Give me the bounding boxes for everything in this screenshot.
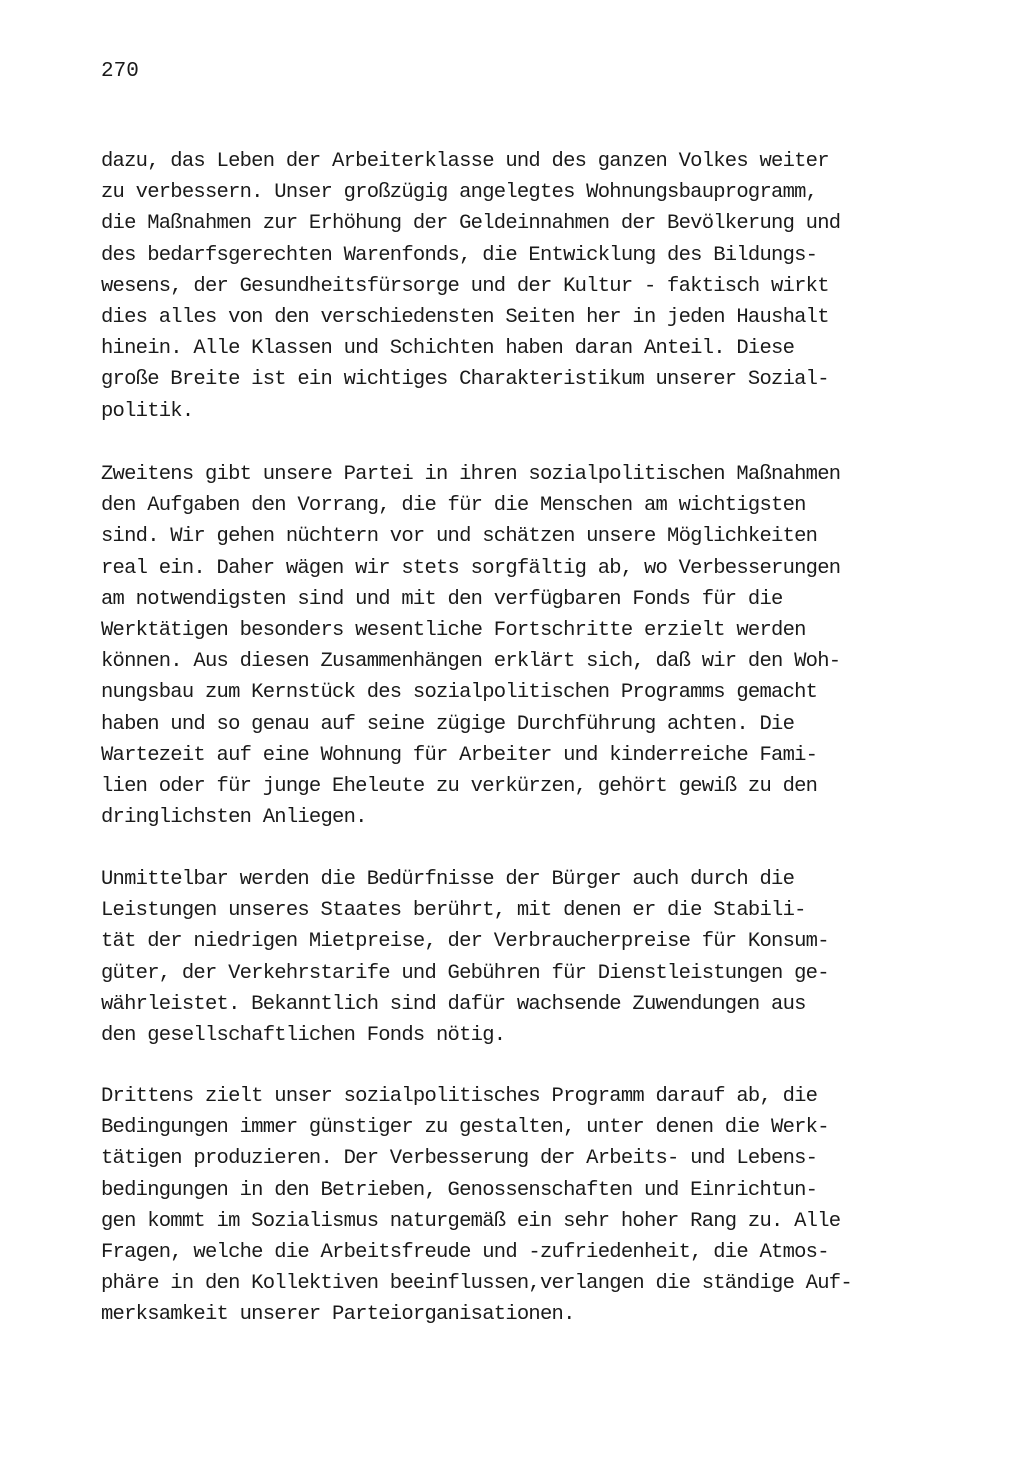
text-line: Unmittelbar werden die Bedürfnisse der Bürger auch durch die xyxy=(101,868,795,891)
text-line: real ein. Daher wägen wir stets sorgfältig ab, wo Verbesserungen xyxy=(101,556,841,580)
text-line: Wartezeit auf eine Wohnung für Arbeiter und kinderreiche Fami- xyxy=(101,743,818,767)
text-line: Werktätigen besonders wesentliche Fortschritte erzielt werden xyxy=(101,619,806,643)
text-line: große Breite ist ein wichtiges Charakteristikum unserer Sozial- xyxy=(101,368,829,392)
text-line: merksamkeit unserer Parteiorganisationen. xyxy=(101,1303,575,1327)
text-line: Zweitens gibt unsere Partei in ihren sozialpolitischen Maßnahmen xyxy=(101,463,841,486)
text-line: dies alles von den verschiedensten Seiten her in jeden Haushalt xyxy=(101,306,829,330)
text-line: Fragen, welche die Arbeitsfreude und -zufriedenheit, die Atmos- xyxy=(101,1241,829,1265)
paragraph-1 xyxy=(101,146,840,427)
text-line: Bedingungen immer günstiger zu gestalten, unter denen die Werk- xyxy=(101,1116,829,1140)
text-line: dringlichsten Anliegen. xyxy=(101,806,367,830)
page-number: 270 xyxy=(101,60,139,83)
text-line: bedingungen in den Betrieben, Genossenschaften und Einrichtun- xyxy=(101,1178,818,1202)
text-line: nungsbau zum Kernstück des sozialpolitischen Programms gemacht xyxy=(101,681,818,705)
text-line: Leistungen unseres Staates berührt, mit denen er die Stabili- xyxy=(101,899,806,923)
text-line: hinein. Alle Klassen und Schichten haben daran Anteil. Diese xyxy=(101,337,795,361)
text-line: des bedarfsgerechten Warenfonds, die Entwicklung des Bildungs- xyxy=(101,243,818,267)
text-line: dazu, das Leben der Arbeiterklasse und des ganzen Volkes weiter xyxy=(101,150,829,173)
text-line: politik. xyxy=(101,399,194,423)
text-line: den gesellschaftlichen Fonds nötig. xyxy=(101,1024,506,1048)
paragraph-3 xyxy=(101,864,829,1051)
text-line: den Aufgaben den Vorrang, die für die Menschen am wichtigsten xyxy=(101,494,806,518)
text-line: gen kommt im Sozialismus naturgemäß ein sehr hoher Rang zu. Alle xyxy=(101,1209,841,1233)
text-line: güter, der Verkehrstarife und Gebühren für Dienstleistungen ge- xyxy=(101,961,829,985)
text-line: tätigen produzieren. Der Verbesserung der Arbeits- und Lebens- xyxy=(101,1147,818,1171)
paragraph-2 xyxy=(101,459,840,833)
text-line: am notwendigsten sind und mit den verfügbaren Fonds für die xyxy=(101,587,783,611)
text-line: haben und so genau auf seine zügige Durchführung achten. Die xyxy=(101,712,795,736)
text-line: phäre in den Kollektiven beeinflussen,verlangen die ständige Auf- xyxy=(101,1272,852,1296)
paragraph-4 xyxy=(101,1081,852,1331)
text-line: zu verbessern. Unser großzügig angelegtes Wohnungsbauprogramm, xyxy=(101,181,818,205)
text-line: währleistet. Bekanntlich sind dafür wachsende Zuwendungen aus xyxy=(101,992,806,1016)
text-line: wesens, der Gesundheitsfürsorge und der Kultur - faktisch wirkt xyxy=(101,274,829,298)
text-line: Drittens zielt unser sozialpolitisches Programm darauf ab, die xyxy=(101,1085,818,1108)
text-line: sind. Wir gehen nüchtern vor und schätzen unsere Möglichkeiten xyxy=(101,525,818,549)
text-line: lien oder für junge Eheleute zu verkürzen, gehört gewiß zu den xyxy=(101,775,818,799)
text-line: tät der niedrigen Mietpreise, der Verbraucherpreise für Konsum- xyxy=(101,930,829,954)
text-line: können. Aus diesen Zusammenhängen erklärt sich, daß wir den Woh- xyxy=(101,650,841,674)
text-line: die Maßnahmen zur Erhöhung der Geldeinnahmen der Bevölkerung und xyxy=(101,212,841,236)
